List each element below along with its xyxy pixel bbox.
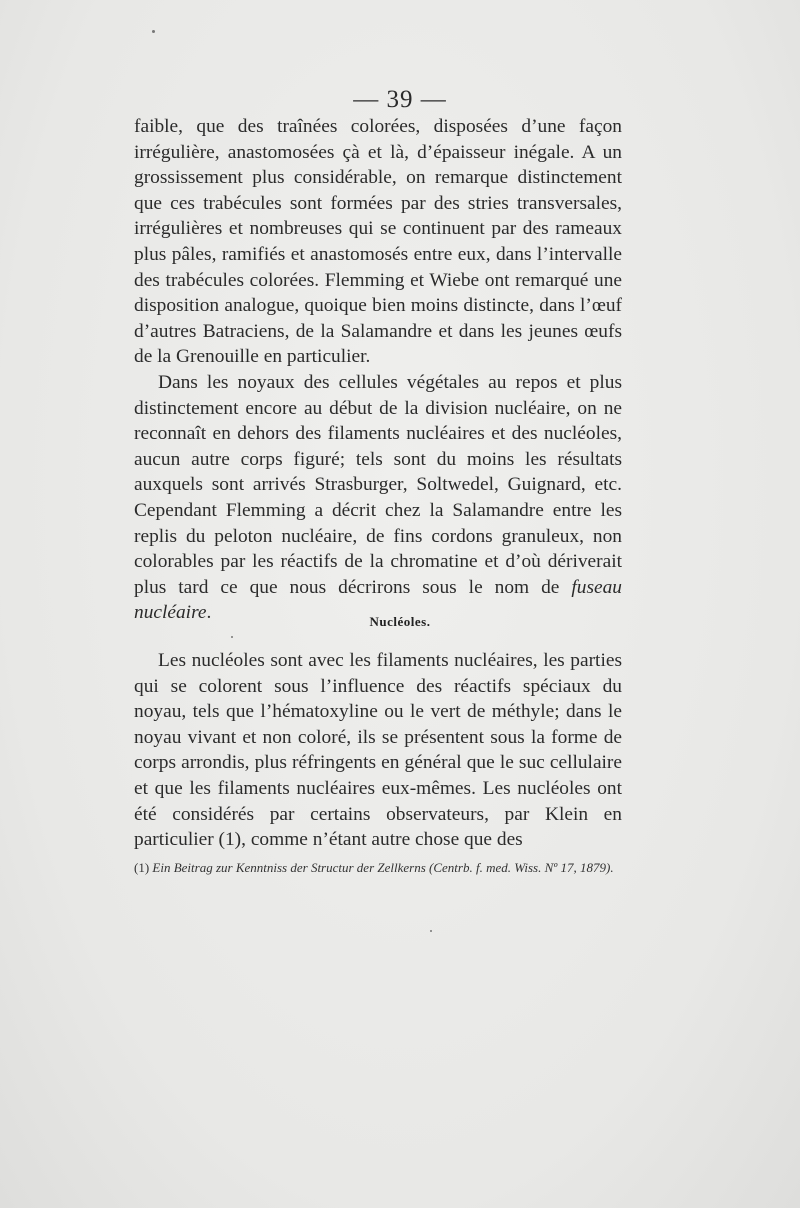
text-block-top [134,114,622,626]
paragraph-plant-cells [134,370,622,626]
paper-speck [152,30,155,33]
footnote-text: Ein Beitrag zur Kenntniss der Structur der Zellkerns (Centrb. f. med. Wiss. Nº 17, 1879). [152,860,614,875]
footnote [134,860,622,875]
text-block-nucleoles [134,648,622,853]
page-number: — 39 — [353,86,447,113]
italic-term: fuseau nucléaire [134,576,622,624]
paragraph-plant-cells-end: . [206,602,212,624]
paragraph-continuation: faible, que des traînées colorées, disposées d’une façon irrégulière, anastomosées çà et là, d’épaisseur inégale. A un grossissement plus considérable, on remarque distinctement que ces trabécules sont formées par des stries transversales, irrégulières et nombreuses qui se continuent par des rameaux plus pâles, ramifiés et anastomosés entre eux, dans l’intervalle des trabécules colorées. Flemming et Wiebe ont remarqué une disposition analogue, quoique bien moins distincte, dans l’œuf d’autres Batraciens, de la Salamandre et dans les jeunes œufs de la Grenouille en particulier. [134,116,622,368]
section-heading: Nucléoles. [369,614,431,629]
paper-speck [231,636,233,638]
paper-speck [430,930,432,932]
footnote-mark: (1) [134,860,150,875]
paragraph-plant-cells-text: Dans les noyaux des cellules végétales au repos et plus distinctement encore au début de la division nucléaire, on ne reconnaît en dehors des filaments nucléaires et des nucléoles, aucun autre corps figuré; tels sont du moins les résultats auxquels sont arrivés Strasburger, Soltwedel, Guignard, etc. Cependant Flemming a décrit chez la Salamandre entre les replis du peloton nucléaire, de fins cordons granuleux, non colorables par les réactifs de la chromatine et d’où dériverait plus tard ce que nous décrirons sous le nom de [134,371,622,598]
paragraph-nucleoles: Les nucléoles sont avec les filaments nucléaires, les parties qui se colorent sous l’influence des réactifs spéciaux du noyau, tels que l’hématoxyline ou le vert de méthyle; dans le noyau vivant et non coloré, ils se présentent sous la forme de corps arrondis, plus réfringents en général que le suc cellulaire et que les filaments nucléaires eux-mêmes. Les nucléoles ont été considérés par certains observateurs, par Klein en particulier (1), comme n’étant autre chose que des [134,650,622,851]
